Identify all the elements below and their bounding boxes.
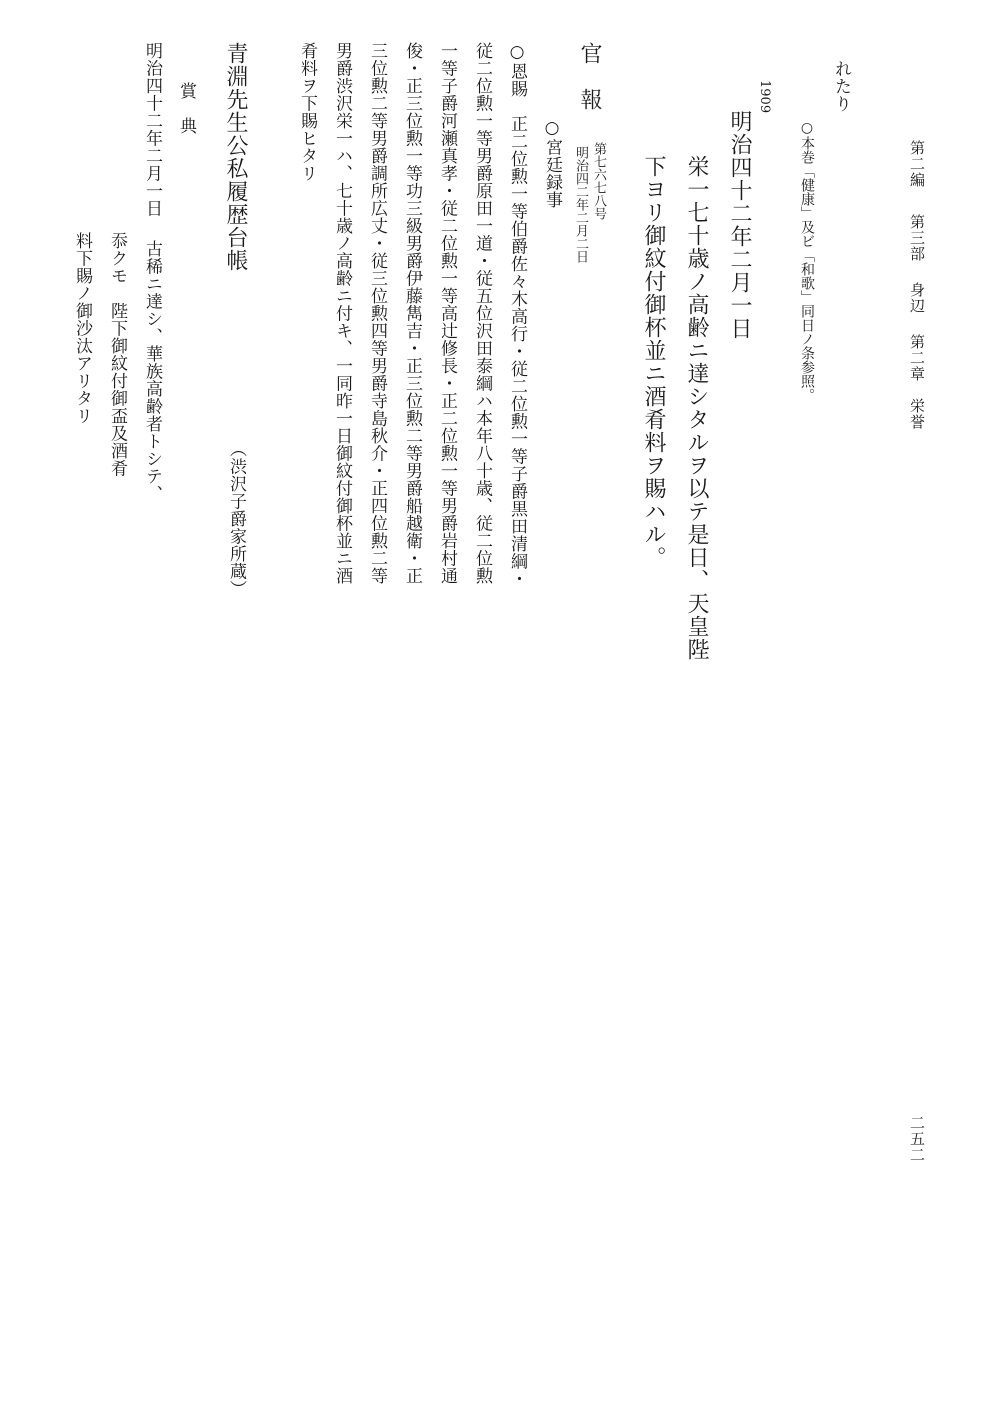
kanpo-paragraph-line-5: 三位勲二等男爵調所広丈・従三位勲四等男爵寺島秋介・正四位勲二等	[367, 42, 387, 585]
source-title: 青淵先生公私履歴台帳	[223, 42, 248, 272]
entry-text-line-1: 栄一七十歳ノ高齢ニ達シタルヲ以テ是日、天皇陛	[684, 155, 709, 661]
header-part: 第二編	[908, 140, 926, 188]
running-header	[909, 140, 924, 430]
kanpo-date: 明治四二年二月二日	[573, 146, 588, 263]
shoten-heading: 賞 典	[176, 82, 196, 135]
header-chapter-title: 栄誉	[908, 398, 926, 430]
page-number: 二五二	[908, 1115, 926, 1163]
cross-reference-note: ○本巻「健康」及ビ「和歌」同日ノ条参照。	[799, 120, 815, 402]
entry-date: 明治四十二年二月一日	[727, 110, 752, 340]
kanpo-paragraph-line-6: 男爵渋沢栄一ハ、七十歳ノ高齢ニ付キ、一同昨一日御紋付御杯並ニ酒	[332, 42, 352, 585]
source-note: （渋沢子爵家所蔵）	[226, 440, 246, 598]
kanpo-paragraph-line-1: ○恩賜 正二位勲一等伯爵佐々木高行・従二位勲一等子爵黒田清綱・	[507, 42, 527, 588]
shoten-line-2: 忝クモ 陛下御紋付御盃及酒肴	[107, 232, 127, 477]
western-year: 1909	[757, 80, 772, 114]
shoten-date: 明治四十二年二月一日	[142, 42, 162, 217]
kanpo-issue: 第七六七八号	[591, 142, 606, 220]
kanpo-paragraph-line-3: 一等子爵河瀬真孝・従二位勲一等高辻修長・正二位勲一等男爵岩村通	[437, 42, 457, 585]
kanpo-paragraph-line-4: 俊・正三位勲一等功三級男爵伊藤雋吉・正三位勲二等男爵船越衛・正	[402, 42, 422, 585]
text-line-1: れたり	[831, 60, 851, 113]
header-chapter: 第二章	[908, 334, 926, 382]
entry-text-line-2: 下ヨリ御紋付御杯並ニ酒肴料ヲ賜ハル。	[641, 155, 666, 569]
shoten-line-1: 古稀ニ達シ、華族高齢者トシテ、	[142, 240, 162, 503]
shoten-line-3: 料下賜ノ御沙汰アリタリ	[72, 232, 92, 425]
kyutei-heading: ○宮廷録事	[542, 118, 562, 209]
header-topic: 身辺	[908, 282, 926, 314]
kanpo-paragraph-line-7: 肴料ヲ下賜ヒタリ	[297, 42, 317, 182]
kanpo-paragraph-line-2: 従二位勲一等男爵原田一道・従五位沢田泰綱ハ本年八十歳、従二位勲	[472, 42, 492, 585]
kanpo-title: 官 報	[577, 42, 602, 111]
header-section: 第三部	[908, 214, 926, 262]
